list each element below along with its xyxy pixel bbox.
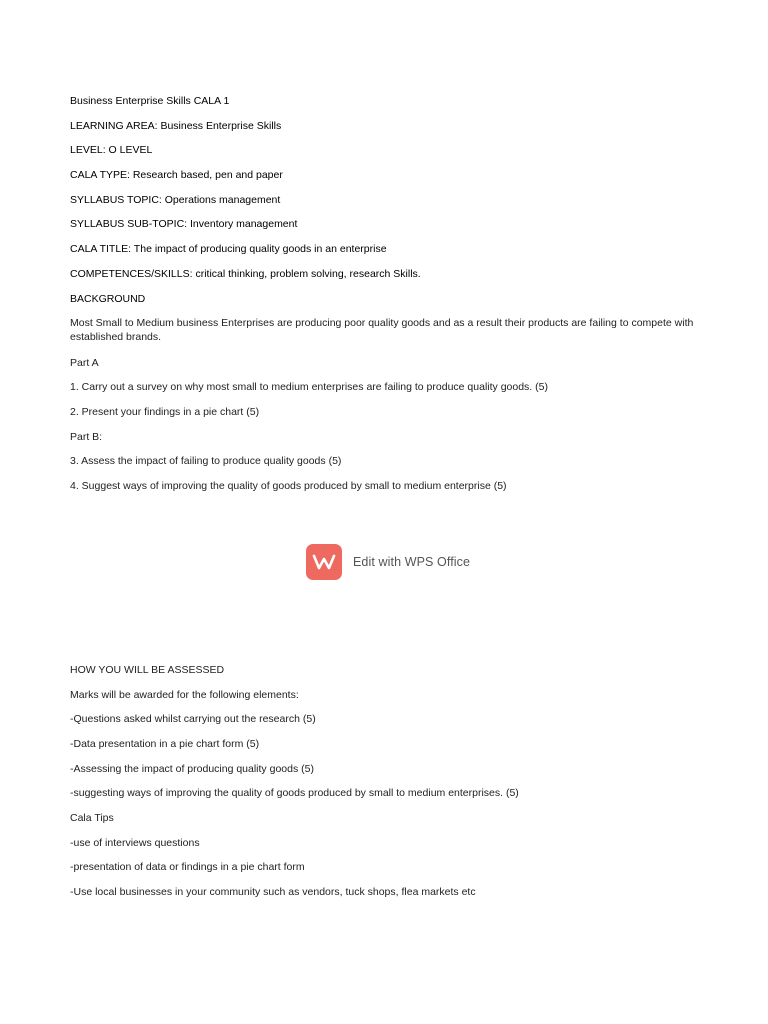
- wps-w-logo-icon: [306, 544, 342, 580]
- cala-type-line: CALA TYPE: Research based, pen and paper: [70, 169, 283, 181]
- competences-line: COMPETENCES/SKILLS: critical thinking, problem solving, research Skills.: [70, 268, 421, 280]
- part-a-heading: Part A: [70, 357, 99, 369]
- background-paragraph: Most Small to Medium business Enterprises are producing poor quality goods and as a result their products are failing to compete with established brands.: [70, 317, 694, 343]
- edit-with-wps-button[interactable]: [306, 544, 470, 580]
- syllabus-subtopic-line: SYLLABUS SUB-TOPIC: Inventory management: [70, 218, 298, 230]
- tip-item: -Use local businesses in your community such as vendors, tuck shops, flea markets etc: [70, 886, 476, 898]
- tip-item: -presentation of data or findings in a pie chart form: [70, 861, 305, 873]
- question-3: 3. Assess the impact of failing to produce quality goods (5): [70, 455, 342, 467]
- level-line: LEVEL: O LEVEL: [70, 144, 153, 156]
- wps-label: Edit with WPS Office: [353, 555, 471, 569]
- cala-title-line: CALA TITLE: The impact of producing quality goods in an enterprise: [70, 243, 387, 255]
- assessment-heading: HOW YOU WILL BE ASSESSED: [70, 664, 225, 676]
- assessment-item: -Data presentation in a pie chart form (5): [70, 738, 260, 750]
- syllabus-topic-line: SYLLABUS TOPIC: Operations management: [70, 194, 281, 206]
- assessment-item: -suggesting ways of improving the quality of goods produced by small to medium enterprises. (5): [70, 787, 519, 799]
- tips-heading: Cala Tips: [70, 812, 114, 824]
- question-2: 2. Present your findings in a pie chart (5): [70, 406, 260, 418]
- learning-area-line: LEARNING AREA: Business Enterprise Skills: [70, 120, 282, 132]
- part-b-heading: Part B:: [70, 431, 103, 443]
- assessment-intro: Marks will be awarded for the following elements:: [70, 689, 299, 701]
- question-4: 4. Suggest ways of improving the quality of goods produced by small to medium enterprise (5): [70, 480, 507, 492]
- question-1: 1. Carry out a survey on why most small to medium enterprises are failing to produce quality goods. (5): [70, 381, 548, 393]
- assessment-item: -Assessing the impact of producing quality goods (5): [70, 763, 314, 775]
- tip-item: -use of interviews questions: [70, 837, 200, 849]
- assessment-item: -Questions asked whilst carrying out the research (5): [70, 713, 316, 725]
- document-title: Business Enterprise Skills CALA 1: [70, 95, 230, 107]
- background-heading: BACKGROUND: [70, 293, 146, 305]
